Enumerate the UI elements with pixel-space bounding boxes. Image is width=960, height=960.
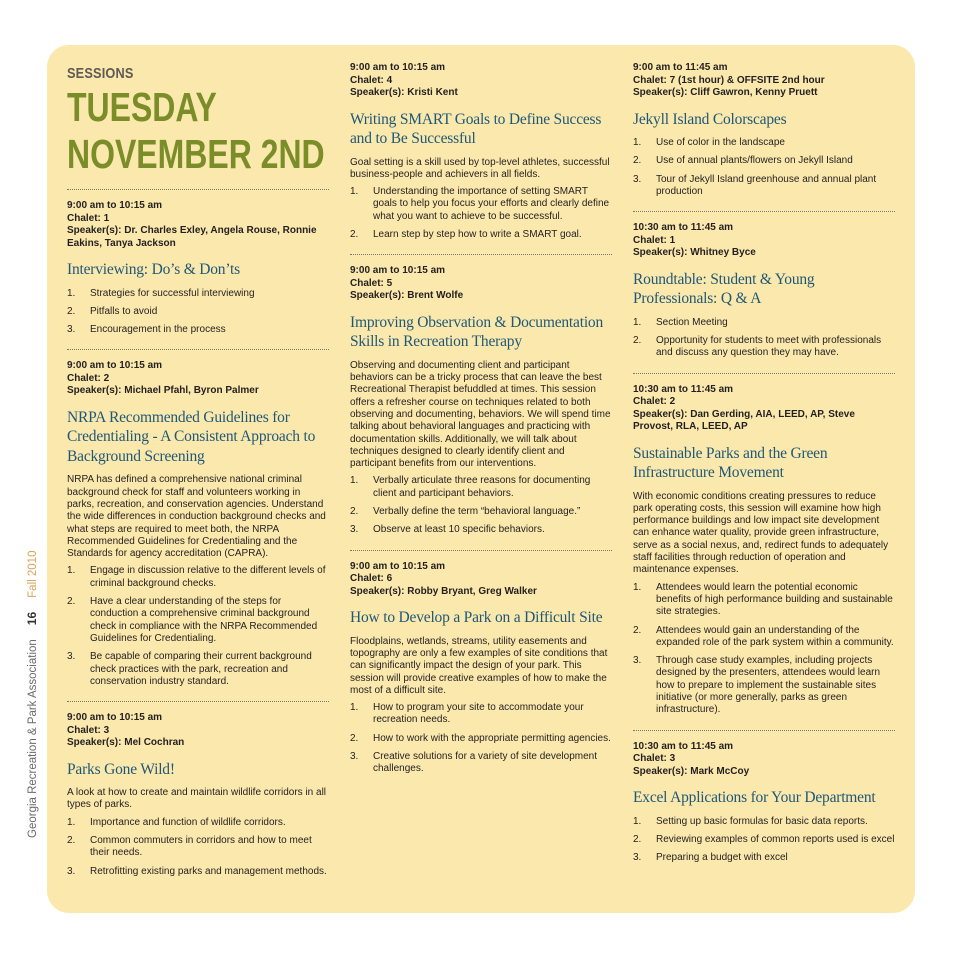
- item-number: 1.: [350, 475, 359, 487]
- session-time: 9:00 am to 10:15 am: [350, 62, 446, 73]
- objective-item: [67, 651, 329, 688]
- item-text: How to work with the appropriate permitting agencies.: [373, 732, 611, 744]
- objective-item: [67, 288, 329, 300]
- item-text: Attendees would learn the potential economic benefits of high performance building and sustainable site strategies.: [656, 581, 893, 618]
- session-title: NRPA Recommended Guidelines for Credentialing - A Consistent Approach to Background Screening: [67, 408, 316, 465]
- dotted-divider: [633, 373, 895, 374]
- item-text: Observe at least 10 specific behaviors.: [373, 524, 545, 536]
- item-number: 1.: [67, 565, 76, 577]
- item-number: 2.: [633, 155, 642, 167]
- dotted-divider: [350, 254, 612, 255]
- column-2: [350, 62, 612, 782]
- item-text: Be capable of comparing their current background check practices with the park, recreation and conservation industry standard.: [90, 651, 312, 687]
- item-text: Importance and function of wildlife corridors.: [90, 816, 286, 828]
- session-description: Floodplains, wetlands, streams, utility easements and topography are only a few examples of site conditions that can significantly impact the design of your park. This session will provide creative examples of how to make the most of a difficult site.: [350, 635, 608, 696]
- page-number: 16: [25, 611, 39, 626]
- objective-item: [67, 306, 329, 318]
- dotted-divider: [633, 730, 895, 731]
- objective-item: [633, 174, 895, 199]
- item-number: 2.: [350, 506, 359, 518]
- objective-item: [633, 852, 895, 864]
- dotted-divider: [350, 550, 612, 551]
- session-block: [633, 211, 895, 359]
- learning-objectives: [350, 186, 612, 241]
- objective-item: [633, 155, 895, 167]
- objective-item: [67, 817, 329, 829]
- session-chalet: Chalet: 2: [67, 372, 110, 384]
- objective-item: [633, 625, 895, 650]
- session-block: [350, 550, 612, 776]
- session-speakers: Speaker(s): Dan Gerding, AIA, LEED, AP, Steve Provost, RLA, LEED, AP: [633, 408, 855, 433]
- item-text: Through case study examples, including projects designed by the presenters, attendees would learn how to prepare to implement the sustainable sites initiative (or more generally, parks as green infrastructure).: [656, 655, 881, 716]
- session-title: Excel Applications for Your Department: [633, 789, 876, 807]
- session-time: 9:00 am to 11:45 am: [633, 62, 728, 73]
- learning-objectives: [67, 565, 329, 688]
- item-text: Have a clear understanding of the steps for conduction a comprehensive criminal background check in compliance with the NRPA Recommended Guidelines for Credentialing.: [90, 596, 318, 644]
- item-text: Learn step by step how to write a SMART goal.: [373, 228, 582, 240]
- item-text: Setting up basic formulas for basic data reports.: [656, 815, 868, 827]
- session-block: [633, 730, 895, 865]
- item-text: Understanding the importance of setting SMART goals to help you focus your efforts and clearly define what you want to achieve to be successful.: [373, 186, 610, 222]
- session-time: 10:30 am to 11:45 am: [633, 383, 734, 395]
- dotted-divider: [67, 349, 329, 350]
- learning-objectives: [633, 582, 895, 717]
- learning-objectives: [350, 702, 612, 775]
- session-chalet: Chalet: 4: [350, 74, 393, 86]
- session-speakers: Speaker(s): Michael Pfahl, Byron Palmer: [67, 385, 259, 397]
- session-title: How to Develop a Park on a Difficult Site: [350, 609, 603, 627]
- item-text: Verbally articulate three reasons for documenting client and participant behaviors.: [373, 475, 591, 499]
- session-speakers: Speaker(s): Kristi Kent: [350, 87, 458, 98]
- objective-item: [67, 835, 329, 860]
- session-speakers: Speaker(s): Whitney Byce: [633, 247, 756, 259]
- objective-item: [350, 751, 612, 776]
- objective-item: [350, 506, 612, 518]
- objective-item: [633, 816, 895, 828]
- session-title: Jekyll Island Colorscapes: [633, 110, 787, 128]
- session-time: 9:00 am to 10:15 am: [350, 265, 446, 277]
- item-number: 1.: [67, 287, 76, 299]
- item-number: 2.: [633, 334, 642, 346]
- item-number: 3.: [633, 655, 642, 667]
- session-chalet: Chalet: 6: [350, 573, 393, 585]
- objective-item: [67, 596, 329, 645]
- session-block: [350, 254, 612, 536]
- item-number: 3.: [633, 173, 642, 185]
- session-description: Goal setting is a skill used by top-level athletes, successful business-people and achievers in all fields.: [350, 156, 610, 180]
- session-time: 9:00 am to 10:15 am: [67, 360, 163, 372]
- objective-item: [350, 524, 612, 536]
- session-block: [67, 701, 329, 878]
- session-title: Parks Gone Wild!: [67, 760, 175, 778]
- item-text: Verbally define the term “behavioral language.”: [373, 506, 581, 518]
- session-title: Sustainable Parks and the Green Infrastructure Movement: [633, 444, 828, 482]
- session-block: [633, 62, 895, 198]
- item-number: 1.: [633, 581, 642, 593]
- day-heading: TUESDAY: [67, 84, 217, 130]
- item-number: 3.: [350, 751, 359, 763]
- objective-item: [633, 834, 895, 846]
- session-description: Observing and documenting client and participant behaviors can be a tricky process that can leave the best Recreational Therapist befuddled at times. This session offers a refresher course on techniques related to both observing and documenting, behaviors. We will spend time talking about behavioral languages and practicing with documentation skills. Additionally, we will talk about techniques designed to clearly identify client and participant benefits from our interventions.: [350, 359, 611, 470]
- sessions-label: SESSIONS: [67, 65, 134, 82]
- session-block: [67, 349, 329, 688]
- session-speakers: Speaker(s): Mark McCoy: [633, 765, 750, 777]
- item-number: 2.: [350, 228, 359, 240]
- learning-objectives: [67, 817, 329, 878]
- item-text: Preparing a budget with excel: [656, 852, 788, 864]
- session-speakers: Speaker(s): Mel Cochran: [67, 737, 185, 749]
- item-number: 1.: [350, 702, 359, 714]
- item-text: Attendees would gain an understanding of the expanded role of the park system within a community.: [656, 624, 894, 648]
- objective-item: [633, 582, 895, 619]
- item-number: 3.: [67, 324, 76, 336]
- item-number: 3.: [633, 852, 642, 864]
- item-number: 1.: [67, 816, 76, 828]
- item-text: Section Meeting: [656, 316, 728, 328]
- item-number: 2.: [67, 835, 76, 847]
- item-number: 3.: [67, 865, 76, 877]
- item-number: 2.: [633, 624, 642, 636]
- column-3: [633, 62, 895, 871]
- dotted-divider: [67, 701, 329, 702]
- item-number: 2.: [67, 596, 76, 608]
- item-number: 3.: [350, 524, 359, 536]
- item-number: 2.: [633, 833, 642, 845]
- session-title: Interviewing: Do’s & Don’ts: [67, 261, 240, 278]
- learning-objectives: [633, 317, 895, 360]
- item-number: 1.: [350, 186, 359, 198]
- session-time: 9:00 am to 10:15 am: [67, 200, 163, 211]
- session-chalet: Chalet: 7 (1st hour) & OFFSITE 2nd hour: [633, 74, 825, 86]
- session-chalet: Chalet: 1: [633, 234, 676, 246]
- session-time: 10:30 am to 11:45 am: [633, 222, 734, 234]
- session-speakers: Speaker(s): Cliff Gawron, Kenny Pruett: [633, 87, 818, 98]
- session-speakers: Speaker(s): Brent Wolfe: [350, 290, 464, 302]
- item-text: Strategies for successful interviewing: [90, 287, 255, 299]
- learning-objectives: [67, 288, 329, 337]
- item-text: How to program your site to accommodate your recreation needs.: [373, 702, 584, 726]
- item-number: 1.: [633, 815, 642, 827]
- item-number: 1.: [633, 316, 642, 328]
- objective-item: [633, 317, 895, 329]
- item-text: Pitfalls to avoid: [90, 305, 158, 317]
- objective-item: [633, 335, 895, 360]
- objective-item: [633, 655, 895, 716]
- item-number: 1.: [633, 137, 642, 148]
- session-title: Improving Observation & Documentation Skills in Recreation Therapy: [350, 313, 604, 351]
- column-1: [67, 62, 329, 884]
- date-heading: NOVEMBER 2ND: [67, 131, 325, 177]
- item-text: Encouragement in the process: [90, 324, 226, 336]
- session-time: 10:30 am to 11:45 am: [633, 740, 734, 752]
- learning-objectives: [633, 816, 895, 865]
- objective-item: [67, 565, 329, 590]
- session-title: Writing SMART Goals to Define Success and to Be Successful: [350, 110, 602, 147]
- objective-item: [350, 733, 612, 745]
- objective-item: [633, 137, 895, 149]
- session-description: NRPA has defined a comprehensive national criminal background check for staff and volunteers working in parks, recreation, and conservation agencies. Understand the wide differences in conduction background checks and what steps are required to meet both, the NRPA Recommended Guidelines for Credentialing and the Standards for agency accreditation (CAPRA).: [67, 474, 326, 560]
- objective-item: [350, 475, 612, 500]
- session-chalet: Chalet: 5: [350, 277, 393, 289]
- item-text: Opportunity for students to meet with professionals and discuss any question they may have.: [656, 334, 882, 359]
- session-chalet: Chalet: 3: [633, 753, 676, 765]
- session-time: 9:00 am to 10:15 am: [67, 712, 163, 724]
- item-text: Retrofitting existing parks and management methods.: [90, 865, 327, 877]
- item-number: 3.: [67, 651, 76, 663]
- item-number: 2.: [67, 305, 76, 317]
- item-text: Reviewing examples of common reports used is excel: [656, 833, 895, 845]
- item-text: Use of color in the landscape: [656, 137, 785, 148]
- objective-item: [350, 702, 612, 727]
- session-chalet: Chalet: 3: [67, 724, 110, 736]
- dotted-divider: [67, 189, 329, 190]
- objective-item: [67, 866, 329, 878]
- learning-objectives: [350, 475, 612, 536]
- session-block: [633, 373, 895, 717]
- session-chalet: Chalet: 2: [633, 396, 676, 408]
- learning-objectives: [633, 137, 895, 198]
- item-text: Tour of Jekyll Island greenhouse and annual plant production: [656, 173, 877, 197]
- session-description: With economic conditions creating pressures to reduce park operating costs, this session will examine how high performance buildings and low impact site development can enhance water quality, provide green infrastructure, serve as a social nexus, and, redirect funds to adequately staff facilities through reduction of operation and maintenance expenses.: [633, 490, 889, 576]
- session-block: [350, 62, 612, 241]
- item-text: Creative solutions for a variety of site development challenges.: [373, 751, 597, 775]
- issue-season: Fall 2010: [27, 550, 39, 598]
- item-text: Common commuters in corridors and how to meet their needs.: [90, 835, 312, 859]
- objective-item: [67, 324, 329, 336]
- side-footer: [25, 548, 39, 838]
- session-speakers: Speaker(s): Dr. Charles Exley, Angela Rouse, Ronnie Eakins, Tanya Jackson: [67, 225, 317, 249]
- item-number: 2.: [350, 732, 359, 744]
- session-block: [67, 189, 329, 336]
- item-text: Use of annual plants/flowers on Jekyll Island: [656, 155, 853, 167]
- session-time: 9:00 am to 10:15 am: [350, 560, 446, 572]
- dotted-divider: [633, 211, 895, 212]
- session-description: A look at how to create and maintain wildlife corridors in all types of parks.: [67, 787, 327, 811]
- session-title: Roundtable: Student & Young Professionals: Q & A: [633, 270, 815, 308]
- publication-name: Georgia Recreation & Park Association: [27, 639, 39, 838]
- objective-item: [350, 186, 612, 223]
- session-speakers: Speaker(s): Robby Bryant, Greg Walker: [350, 585, 537, 597]
- objective-item: [350, 229, 612, 241]
- session-chalet: Chalet: 1: [67, 212, 110, 224]
- item-text: Engage in discussion relative to the different levels of criminal background checks.: [90, 565, 326, 589]
